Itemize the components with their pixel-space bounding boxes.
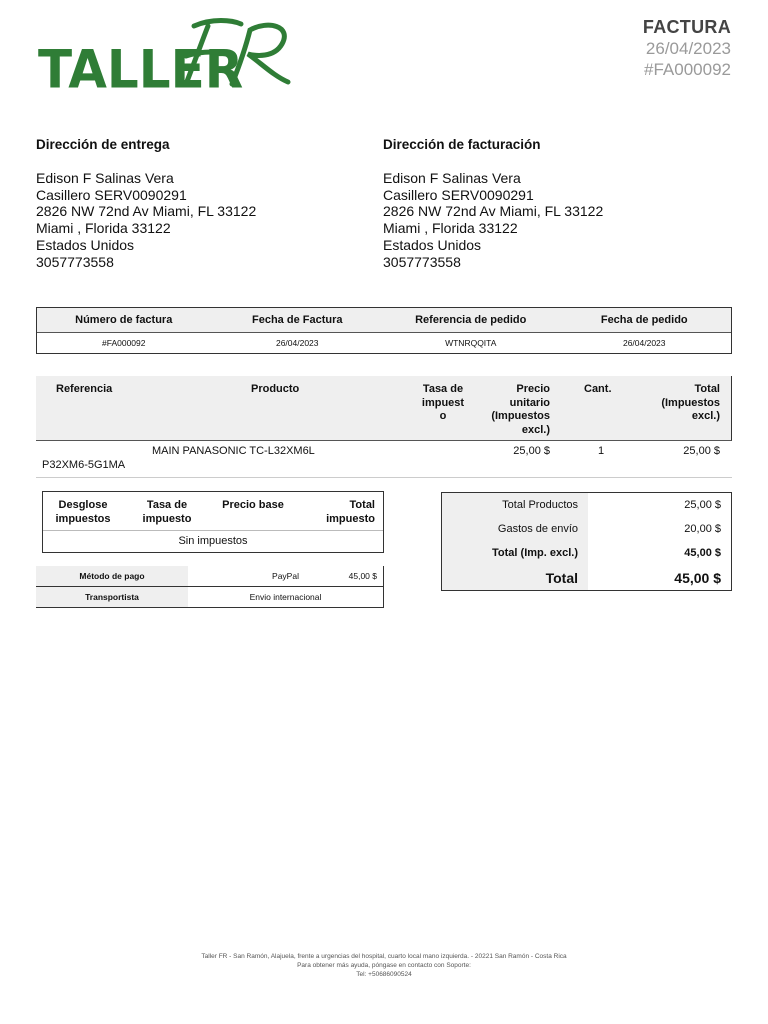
product-qty: 1 [598, 445, 605, 457]
totals-label: Gastos de envío [442, 517, 588, 541]
column-header-qty: Cant. [584, 383, 612, 395]
column-header-base: Precio base [222, 499, 284, 511]
address-line: 3057773558 [383, 253, 461, 270]
address-line: Casillero SERV0090291 [36, 186, 187, 203]
payment-method: PayPal [272, 571, 299, 581]
totals-value: 20,00 $ [684, 523, 721, 535]
totals-row-excl [442, 541, 731, 565]
column-header-rate: Tasa de impuesto [142, 499, 192, 525]
address-line: Edison F Salinas Vera [383, 169, 521, 186]
totals-row-products [442, 493, 731, 517]
product-unit-price: 25,00 $ [513, 445, 550, 457]
document-header [643, 17, 731, 80]
address-line: 3057773558 [36, 253, 114, 270]
totals-label: Total (Imp. excl.) [442, 541, 588, 565]
payment-method-row [36, 566, 384, 587]
products-table [36, 376, 732, 478]
column-header: Fecha de Factura [252, 314, 343, 326]
column-header-tax-rate: Tasa de impuest o [421, 383, 465, 422]
page-footer [0, 952, 768, 979]
table-row [36, 441, 732, 478]
invoice-info-table [36, 307, 732, 354]
grand-total-label: Total [442, 565, 588, 590]
column-header-unit-price: Precio unitario (Impuestos excl.) [491, 383, 550, 436]
totals-value: 25,00 $ [684, 499, 721, 511]
payment-amount: 45,00 $ [348, 571, 377, 581]
footer-phone: Tel: +50686090524 [356, 971, 412, 978]
address-line: Estados Unidos [383, 236, 482, 253]
carrier-label: Transportista [36, 587, 188, 607]
document-title: FACTURA [642, 17, 731, 37]
column-header-product: Producto [251, 383, 300, 395]
payment-method-value [188, 566, 384, 586]
payment-table [36, 566, 384, 608]
column-header: Fecha de pedido [600, 314, 688, 326]
billing-heading: Dirección de facturación [383, 137, 541, 152]
order-reference: WTNRQQITA [445, 338, 497, 348]
address-line: Miami , Florida 33122 [36, 220, 171, 237]
document-date: 26/04/2023 [645, 39, 731, 58]
delivery-heading: Dirección de entrega [36, 137, 170, 152]
product-name: MAIN PANASONIC TC-L32XM6L [152, 445, 315, 457]
address-line: 2826 NW 72nd Av Miami, FL 33122 [36, 203, 257, 220]
footer-address: Taller FR - San Ramón, Alajuela, frente a urgencias del hospital, cuarto local mano izquierda. - 20221 San Ramón - Costa Rica [201, 953, 567, 960]
order-date: 26/04/2023 [622, 338, 666, 348]
invoice-date: 26/04/2023 [275, 338, 319, 348]
address-line: Edison F Salinas Vera [36, 169, 174, 186]
grand-total-value: 45,00 $ [674, 569, 721, 586]
totals-row-grand [442, 565, 731, 590]
address-line: Casillero SERV0090291 [383, 186, 534, 203]
delivery-address [36, 137, 256, 271]
carrier-row [36, 587, 384, 608]
no-tax-text: Sin impuestos [178, 535, 248, 547]
footer-support: Para obtener más ayuda, póngase en contacto con Soporte: [297, 962, 471, 969]
column-header-breakdown: Desglose impuestos [55, 499, 111, 525]
table-header-row [37, 308, 731, 333]
document-number: #FA000092 [644, 60, 731, 79]
carrier-value: Envio internacional [188, 587, 384, 607]
column-header-tax-total: Total impuesto [326, 499, 375, 525]
svg-text:TALLER: TALLER [38, 39, 244, 92]
column-header: Número de factura [75, 314, 173, 326]
tax-breakdown-table [42, 491, 384, 553]
totals-value: 45,00 $ [684, 547, 721, 559]
column-header: Referencia de pedido [415, 314, 527, 326]
invoice-number: #FA000092 [102, 338, 146, 348]
product-reference: P32XM6-5G1MA [42, 459, 126, 471]
table-header-row [43, 492, 383, 531]
column-header-total: Total (Impuestos excl.) [661, 383, 720, 422]
table-header-row [36, 376, 732, 441]
totals-table [441, 492, 732, 591]
totals-label: Total Productos [442, 493, 588, 517]
table-row [37, 333, 731, 353]
totals-row-shipping [442, 517, 731, 541]
address-line: 2826 NW 72nd Av Miami, FL 33122 [383, 203, 604, 220]
address-line: Miami , Florida 33122 [383, 220, 518, 237]
column-header-reference: Referencia [56, 383, 113, 395]
address-line: Estados Unidos [36, 236, 135, 253]
billing-address [383, 137, 603, 271]
product-total: 25,00 $ [683, 445, 720, 457]
payment-method-label: Método de pago [36, 566, 188, 586]
company-logo [36, 18, 298, 92]
